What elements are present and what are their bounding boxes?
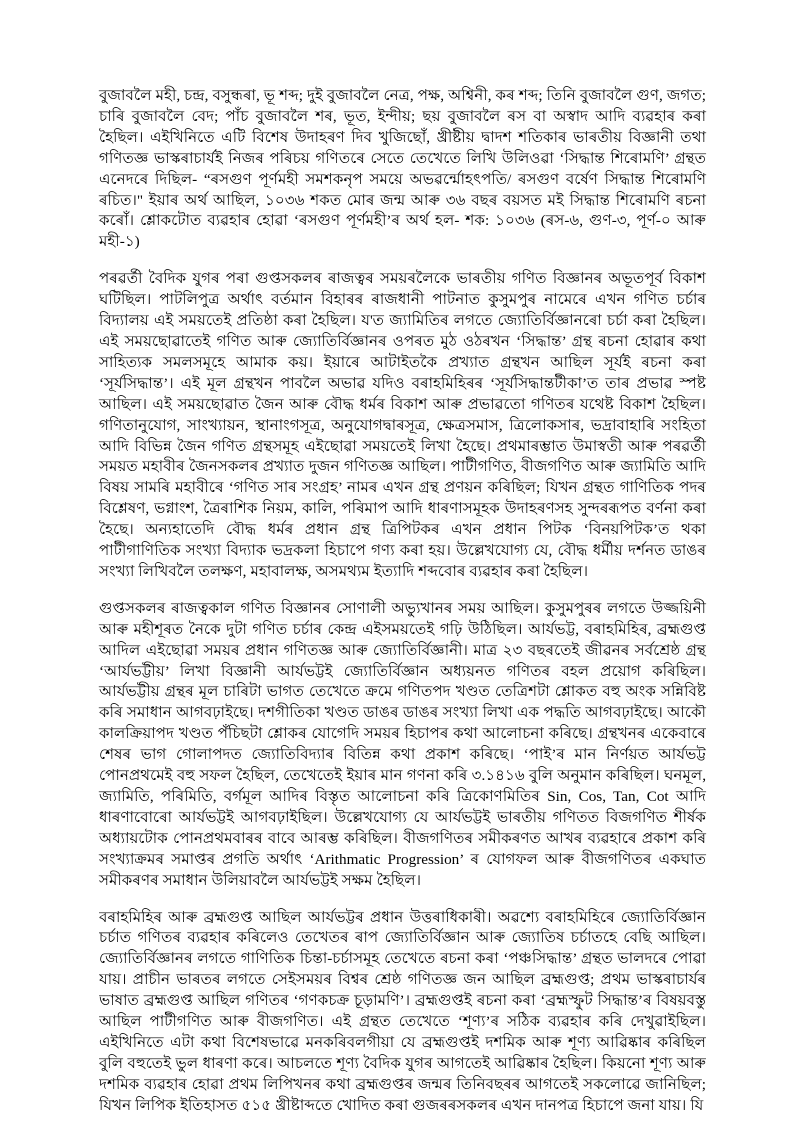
- paragraph-2: পৰৱৰ্তী বৈদিক যুগৰ পৰা গুপ্তসকলৰ ৰাজত্বৰ সময়ৰলৈকে ভাৰতীয় গণিত বিজ্ঞানৰ অভূতপূৰ্ব বিকাশ ঘটিছিল। পাটলিপুত্ৰ অৰ্থাৎ বৰ্তমান বিহাৰৰ ৰাজধানী পাটনাত কুসুমপুৰ নামেৰে এখন গণিত চৰ্চাৰ বিদ্যালয় এই সময়তেই প্ৰতিষ্ঠা কৰা হৈছিল। য'ত জ্যামিতিৰ লগতে জ্যোতিৰ্বিজ্ঞানৰো চৰ্চা কৰা হৈছিল। এই সময়ছোৱাতেই গণিত আৰু জ্যোতিৰ্বিজ্ঞানৰ ওপৰত মুঠ ওঠৰখন ‘সিদ্ধান্ত’ গ্ৰন্থ ৰচনা হোৱাৰ কথা সাহিত্যক সমলসমূহে আমাক কয়। ইয়াৰে আটাইতকৈ প্ৰখ্যাত গ্ৰন্থখন আছিল সূৰ্যই ৰচনা কৰা ‘সূৰ্যসিদ্ধান্ত’। এই মূল গ্ৰন্থখন পাবলৈ অভাৱ যদিও বৰাহমিহিৰৰ ‘সূৰ্যসিদ্ধান্তটীকা’ত তাৰ প্ৰভাৱ স্পষ্ট আছিল। এই সময়ছোৱাত জৈন আৰু বৌদ্ধ ধৰ্মৰ বিকাশ আৰু প্ৰভাৱতো গণিতৰ যথেষ্ট বিকাশ হৈছিল। গণিতানুযোগ, সাংখ্যায়ন, স্থানাংগসূত্ৰ, অনুযোগদ্বাৰসূত্ৰ, ক্ষেত্ৰসমাস, ত্ৰিলোকসাৰ, ভদ্ৰাবাহাৰি সংহিতা আদি বিভিন্ন জৈন গণিত গ্ৰন্থসমূহ এইছোৱা সময়তেই লিখা হৈছে। প্ৰথমাৰম্ভাত উমাস্বতী আৰু পৰৱৰ্তী সময়ত মহাবীৰ জৈনসকলৰ প্ৰখ্যাত দুজন গণিতজ্ঞ আছিল। পাটীগণিত, বীজগণিত আৰু জ্যামিতি আদি বিষয় সামৰি মহাবীৰে ‘গণিত সাৰ সংগ্ৰহ’ নামৰ এখন গ্ৰন্থ প্ৰণয়ন কৰিছিল; যিখন গ্ৰন্থত গাণিতিক পদৰ বিশ্লেষণ, ভগ্নাংশ, ত্ৰৈৰাশিক নিয়ম, কালি, পৰিমাপ আদি ধাৰণাসমূহক উদাহৰণসহ সুন্দৰৰূপত বৰ্ণনা কৰা হৈছে। অন্যহাতেদি বৌদ্ধ ধৰ্মৰ প্ৰধান গ্ৰন্থ ত্ৰিপিটকৰ এখন প্ৰধান পিটক ‘বিনয়পিটক’ত থকা পাটীগাণিতিক সংখ্যা বিদ্যাক ভদ্ৰকলা হিচাপে গণ্য কৰা হয়। উল্লেখযোগ্য যে, বৌদ্ধ ধৰ্মীয় দৰ্শনত ডাঙৰ সংখ্যা লিখিবলৈ তলক্ষণ, মহাবালক্ষ, অসমথ্যম ইত্যাদি শব্দবোৰ ব্যৱহাৰ কৰা হৈছিল।: [99, 270, 706, 580]
- paragraph-3: গুপ্তসকলৰ ৰাজত্বকাল গণিত বিজ্ঞানৰ সোণালী অভ্যুখানৰ সময় আছিল। কুসুমপুৰৰ লগতে উজ্জয়িনী আৰু মহীশূৰত নৈকে দুটা গণিত চৰ্চাৰ কেন্দ্ৰ এইসময়তেই গঢ়ি উঠিছিল। আৰ্যভট্ট, বৰাহমিহিৰ, ব্ৰহ্মগুপ্ত আদিল এইছোৱা সময়ৰ প্ৰধান গণিতজ্ঞ আৰু জ্যোতিৰ্বিজ্ঞানী। মাত্ৰ ২৩ বছৰতেই জীৱনৰ সৰ্বশ্ৰেষ্ঠ গ্ৰন্থ ‘আৰ্যভট্টীয়’ লিখা বিজ্ঞানী আৰ্যভট্টই জ্যোতিৰ্বিজ্ঞান অধ্যয়নত গণিতৰ বহল প্ৰয়োগ কৰিছিল। আৰ্যভট্টীয় গ্ৰন্থৰ মূল চাৰিটা ভাগত তেখেতে ক্ৰমে গণিতপদ খণ্ডত তেত্ৰিশটা শ্লোকত বহু অংক সন্নিবিষ্ট কৰি সমাধান আগবঢ়াইছে। দশগীতিকা খণ্ডত ডাঙৰ ডাঙৰ সংখ্যা লিখা এক পদ্ধতি আগবঢ়াইছে। আকৌ কালক্ৰিয়াপদ খণ্ডত পঁচিছটা শ্লোকৰ যোগেদি সময়ৰ হিচাপৰ কথা আলোচনা কৰিছে। গ্ৰন্থখনৰ একেবাৰে শেষৰ ভাগ গোলাপদত জ্যোতিবিদ্যাৰ বিতিন্ন কথা প্ৰকাশ কৰিছে। ‘পাই’ৰ মান নিৰ্ণয়ত আৰ্যভট্ট পোনপ্ৰথমেই বহু সফল হৈছিল, তেখেতেই ইয়াৰ মান গণনা কৰি ৩.১৪১৬ বুলি অনুমান কৰিছিল। ঘনমূল, জ্যামিতি, পৰিমিতি, বৰ্গমূল আদিৰ বিস্তৃত আলোচনা কৰি ত্ৰিকোণমিতিৰ Sin, Cos, Tan, Cot আদি ধাৰণাবোৰো আৰ্যভট্টই আগবঢ়াইছিল। উল্লেখযোগ্য যে আৰ্যভট্টই ভাৰতীয় গণিতত বিজগণিত শীৰ্ষক অধ্যায়টোক পোনপ্ৰথমবাৰৰ বাবে আৰম্ভ কৰিছিল। বীজগণিতৰ সমীকৰণত আখৰ ব্যৱহাৰে প্ৰকাশ কৰি সংখ্যাক্ৰমৰ সমাপ্তৰ প্ৰগতি অৰ্থাৎ ‘Arithmatic Progression’ ৰ যোগফল আৰু বীজগণিতৰ একঘাত সমীকৰণৰ সমাধান উলিয়াবলৈ আৰ্যভট্টই সক্ষম হৈছিল।: [99, 599, 706, 889]
- paragraph-4: বৰাহমিহিৰ আৰু ব্ৰহ্মগুপ্ত আছিল আৰ্যভট্টৰ প্ৰধান উত্তৰাধিকাৰী। অৱশ্যে বৰাহমিহিৰে জ্যোতিৰ্বিজ্ঞান চৰ্চাত গণিতৰ ব্যৱহাৰ কৰিলেও তেখেতৰ ৰাপ জ্যোতিৰ্বিজ্ঞান আৰু জ্যোতিষ চৰ্চাতহে বেছি আছিল। জ্যোতিৰ্বিজ্ঞানৰ লগতে গাণিতিক চিন্তা-চৰ্চাসমূহ তেখেতে ৰচনা কৰা ‘পঞ্চসিদ্ধান্ত’ গ্ৰন্থত ভালদৰে পোৱা যায়। প্ৰাচীন ভাৰতৰ লগতে সেইসময়ৰ বিশ্বৰ শ্ৰেষ্ঠ গণিতজ্ঞ জন আছিল ব্ৰহ্মগুপ্ত; প্ৰথম ভাস্কৰাচাৰ্যৰ ভাষাত ব্ৰহ্মগুপ্ত আছিল গণিতৰ ‘গণকচক্ৰ চূড়ামণি’। ব্ৰহ্মগুপ্তই ৰচনা কৰা ‘ব্ৰহ্মস্ফুট সিদ্ধান্ত’ৰ বিষয়বস্তু আছিল পাটীগণিত আৰু বীজগণিত। এই গ্ৰন্থত তেখেতে ‘শূণ্য’ৰ সঠিক ব্যৱহাৰ কৰি দেখুৱাইছিল। এইখিনিতে এটা কথা বিশেষভাৱে মনকৰিবলগীয়া যে ব্ৰহ্মগুপ্তই দশমিক আৰু শূণ্য আৱিষ্কাৰ কৰিছিল বুলি বহুতেই ভুল ধাৰণা কৰে। আচলতে শূণ্য বৈদিক যুগৰ আগতেই আৱিষ্কাৰ হৈছিল। কিয়নো শূণ্য আৰু দশমিক ব্যৱহাৰ হোৱা প্ৰথম লিপিখনৰ কথা ব্ৰহ্মগুপ্তৰ জন্মৰ তিনিবছৰৰ আগতেই সকলোৱে জানিছিল; যিখন লিপিক ইতিহাসত ৫১৫ খ্ৰীষ্টাব্দতে খোদিত কৰা গুজৰৰসকলৰ এখন দানপত্ৰ হিচাপে জনা যায়। যি: [99, 908, 706, 1114]
- page-text-body: [99, 86, 706, 1117]
- paragraph-1: বুজাবলৈ মহী, চন্দ্ৰ, বসুন্ধৰা, ভূ শব্দ; দুই বুজাবলৈ নেত্ৰ, পক্ষ, অশ্বিনী, কৰ শব্দ; তিনি বুজাবলৈ গুণ, জগত; চাৰি বুজাবলৈ বেদ; পাঁচ বুজাবলৈ শৰ, ভূত, ইন্দীয়; ছয় বুজাবলৈ ৰস বা অস্বাদ আদি ব্যৱহাৰ কৰা হৈছিল। এইখিনিতে এটি বিশেষ উদাহৰণ দিব খুজিছোঁ, খ্ৰীষ্টীয় দ্বাদশ শতিকাৰ ভাৰতীয় বিজ্ঞানী তথা গণিতজ্ঞ ভাস্কৰাচাৰ্যই নিজৰ পৰিচয় গণিতৰে সেতে তেখেতে লিখি উলিওৱা ‘সিদ্ধান্ত শিৰোমণি’ গ্ৰন্থত এনেদৰে দিছিল- “ৰসগুণ পূৰ্ণমহী সমশকনৃপ সময়ে অভৱৰ্ন্মোহৎপতি/ ৰসগুণ বৰ্ষেণ সিদ্ধান্ত শিৰোমণি ৰচিত।" ইয়াৰ অৰ্থ আছিল, ১০৩৬ শকত মোৰ জন্ম আৰু ৩৬ বছৰ বয়সত মই সিদ্ধান্ত শিৰোমণি ৰচনা কৰোঁ। শ্লোকটোত ব্যৱহাৰ হোৱা ‘ৰসগুণ পূৰ্ণমহী’ৰ অৰ্থ হল- শক: ১০৩৬ (ৰস-৬, গুণ-৩, পূৰ্ণ-০ আৰু মহী-১): [99, 87, 706, 251]
